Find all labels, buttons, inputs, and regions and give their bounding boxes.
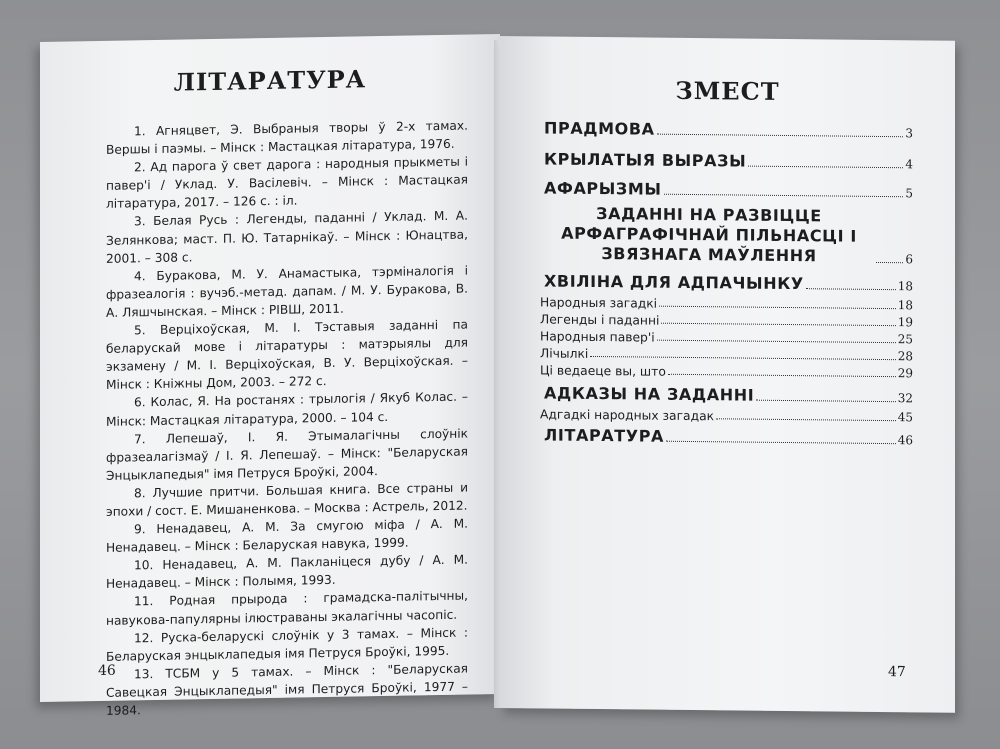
reference-list [106,117,468,720]
reference-item: 12. Руска-беларускі слоўнік у 3 тамах. – Мінск : Беларуская энцыклапедыя імя Петруся Броўкі, 1995. [106,625,468,664]
dot-leader [668,374,896,377]
reference-item: 3. Белая Русь : Легенды, паданні / Уклад. М. А. Зелянкова; маст. П. Ю. Татарнікаў. – Мінск : Юнацтва, 2001. – 308 с. [106,208,468,266]
toc-entry-label: КРЫЛАТЫЯ ВЫРАЗЫ [544,149,747,171]
page-number-left: 46 [98,662,116,679]
reference-item: 7. Лепешаў, І. Я. Этымалагічны слоўнік фразеалагізмаў / І. Я. Лепешаў. – Мінск: "Беларуская Энцыклапедыя" імя Петруся Броўкі, 2004. [106,426,468,483]
toc-entry-page: 5 [905,186,913,201]
toc-entry-label: Легенды і паданні [540,312,660,328]
toc-entry-page: 6 [905,252,913,267]
toc-entry-label: ПРАДМОВА [544,118,655,139]
toc-entry-label: Адгадкі народных загадак [540,407,715,424]
dot-leader [756,400,895,402]
toc-entry [540,294,913,313]
reference-item: 5. Верціхоўская, М. І. Тэставыя заданні па беларускай мове і літаратуры : матэрыялы для экзамену / М. І. Верціхоўская, В. У. Верціхоўская. – Мінск : Кніжны Дом, 2003. – 272 с. [106,317,468,393]
reference-item: 9. Ненадавец, А. М. За смугою міфа / А. М. Ненадавец. – Мінск : Беларуская навука, 1999. [106,516,468,556]
toc-entry [540,406,913,425]
toc-entry [540,425,913,448]
dot-leader [666,441,896,444]
dot-leader [661,323,895,326]
toc-entry-page: 3 [905,126,913,141]
dot-leader [748,166,903,169]
left-page [40,34,500,718]
toc-entry-label: ЛІТАРАТУРА [544,425,665,446]
toc-entry-page: 46 [897,433,913,448]
dot-leader [716,418,896,421]
reference-item: 2. Ад парога ў свет дарога : народныя прыкметы і павер'і / Уклад. У. Васілевіч. – Мінск : Мастацкая літаратура, 2017. – 126 с. : іл. [106,154,468,212]
toc-entry-label: ЗАДАННІ НА РАЗВІЦЦЕ АРФАГРАФІЧНАЙ ПІЛЬНАСЦІ І ЗВЯЗНАГА МАЎЛЕННЯ [561,204,857,266]
reference-item: 1. Агняцвет, Э. Выбраныя творы ў 2-х тамах. Вершы і паэмы. – Мінск : Мастацкая літаратура, 1976. [106,118,468,157]
page-number-right: 47 [888,664,906,681]
dot-leader [806,288,896,290]
dot-leader [657,134,904,138]
dot-leader [659,306,896,309]
contents-title: ЗМЕСТ [675,75,780,106]
dot-leader [590,356,895,360]
toc-entry-page: 19 [897,315,913,330]
toc-entry-page: 32 [897,391,913,406]
toc-entry [540,118,913,141]
reference-item: 13. ТСБМ у 5 тамах. – Мінск : "Беларуская Савецкая Энцыклапедыя" імя Петруся Броўкі, 1977 – 1984. [106,661,468,718]
toc-entry [540,345,913,364]
table-of-contents [540,118,913,448]
reference-item: 4. Буракова, М. У. Анамастыка, тэрміналогія і фразеалогія : вучэб.-метад. дапам. / М. У. Буракова, В. А. Ляшчынская. – Мінск : РІВШ, 2011. [106,263,468,320]
toc-entry-label: Народныя загадкі [540,295,658,311]
toc-entry-label: Народныя павер'і [540,329,655,345]
toc-entry-page: 18 [897,279,913,294]
dot-leader [657,340,896,344]
reference-item: 6. Колас, Я. На ростанях : трылогія / Якуб Колас. – Мінск: Мастацкая літаратура, 2000. – 104 с. [106,389,468,429]
toc-entry-page: 28 [897,349,913,364]
toc-entry-label: ХВІЛІНА ДЛЯ АДПАЧЫНКУ [544,271,804,294]
toc-entry-page: 29 [897,366,913,381]
toc-entry [540,178,913,201]
toc-entry-page: 18 [897,298,913,313]
toc-entry [540,149,913,172]
toc-entry-label: Ці ведаеце вы, што [540,363,666,379]
toc-entry-label: АФАРЫЗМЫ [544,178,662,199]
toc-entry-label: АДКАЗЫ НА ЗАДАННІ [544,383,755,405]
reference-item: 8. Лучшие притчи. Большая книга. Все страны и эпохи / сост. Е. Мишаненкова. – Москва : Астрель, 2012. [106,480,468,519]
toc-entry [540,271,913,294]
reference-item: 11. Родная прырода : грамадска-палітычны, навукова-папулярны ілюстраваны экалагічны часопіс. [106,588,468,628]
right-page [500,36,955,713]
toc-entry [540,203,913,267]
toc-entry-label: Лічылкі [540,346,589,361]
dot-leader [876,262,903,263]
dot-leader [664,194,904,198]
toc-entry [540,328,913,347]
reference-item: 10. Ненадавец, А. М. Пакланіцеся дубу / А. М. Ненадавец. – Мінск : Полымя, 1993. [106,552,468,592]
toc-entry [540,383,913,406]
toc-entry-page: 4 [905,157,913,172]
toc-entry-page: 45 [897,410,913,425]
bibliography-title: ЛІТАРАТУРА [173,64,367,97]
toc-entry [540,311,913,330]
toc-entry-page: 25 [897,332,913,347]
toc-entry [540,362,913,381]
